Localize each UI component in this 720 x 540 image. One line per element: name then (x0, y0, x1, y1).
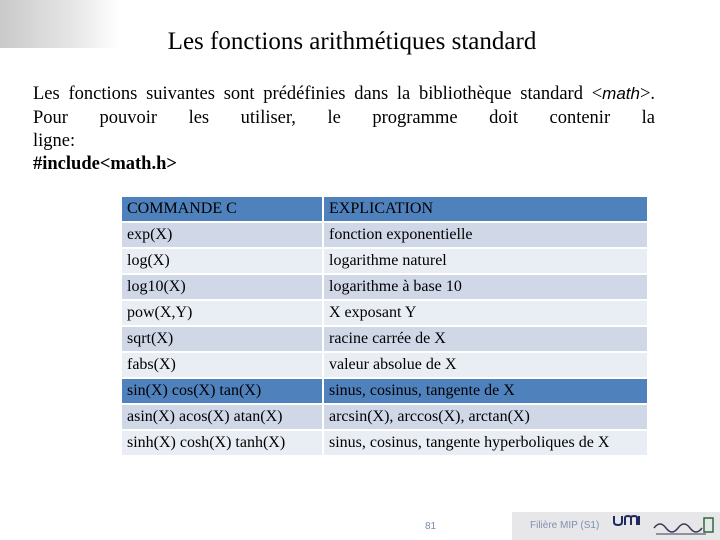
table-row (122, 275, 647, 299)
table-row (122, 327, 647, 351)
table-row (122, 223, 647, 247)
command-cell: asin(X) acos(X) atan(X) (122, 405, 322, 429)
faculty-logo-icon (650, 514, 716, 538)
header-explanation: EXPLICATION (324, 197, 647, 221)
table-row (122, 379, 647, 403)
command-cell: exp(X) (122, 223, 322, 247)
command-cell: pow(X,Y) (122, 301, 322, 325)
table-header-row (122, 197, 647, 221)
page-number: 81 (425, 521, 437, 532)
table-row (122, 353, 647, 377)
table-row (122, 405, 647, 429)
table-row (122, 431, 647, 455)
command-cell: sin(X) cos(X) tan(X) (122, 379, 322, 403)
explanation-cell: X exposant Y (324, 301, 647, 325)
explanation-cell: racine carrée de X (324, 327, 647, 351)
command-cell: sqrt(X) (122, 327, 322, 351)
intro-paragraph (33, 82, 655, 154)
intro-line-2-after: >. Pour pouvoir les utiliser, le programme doit contenir la (33, 84, 656, 128)
command-cell: log(X) (122, 249, 322, 273)
intro-line-3: ligne: (33, 131, 76, 151)
footer-text: Filière MIP (S1) (530, 520, 600, 531)
intro-math-word: math (602, 84, 640, 103)
table-row (122, 301, 647, 325)
table-row (122, 249, 647, 273)
explanation-cell: sinus, cosinus, tangente de X (324, 379, 647, 403)
university-logo-icon (612, 514, 642, 526)
explanation-cell: valeur absolue de X (324, 353, 647, 377)
header-command: COMMANDE C (122, 197, 322, 221)
command-cell: log10(X) (122, 275, 322, 299)
explanation-cell: fonction exponentielle (324, 223, 647, 247)
explanation-cell: logarithme à base 10 (324, 275, 647, 299)
include-directive: #include<math.h> (33, 154, 177, 174)
functions-table (122, 195, 647, 457)
command-cell: sinh(X) cosh(X) tanh(X) (122, 431, 322, 455)
intro-line-1: Les fonctions suivantes sont prédéfinies dans la bibliothèque (33, 84, 512, 104)
slide-title: Les fonctions arithmétiques standard (167, 28, 537, 55)
explanation-cell: logarithme naturel (324, 249, 647, 273)
command-cell: fabs(X) (122, 353, 322, 377)
intro-line-2-before: standard < (520, 84, 603, 104)
explanation-cell: arcsin(X), arccos(X), arctan(X) (324, 405, 647, 429)
explanation-cell: sinus, cosinus, tangente hyperboliques de X (324, 431, 647, 455)
